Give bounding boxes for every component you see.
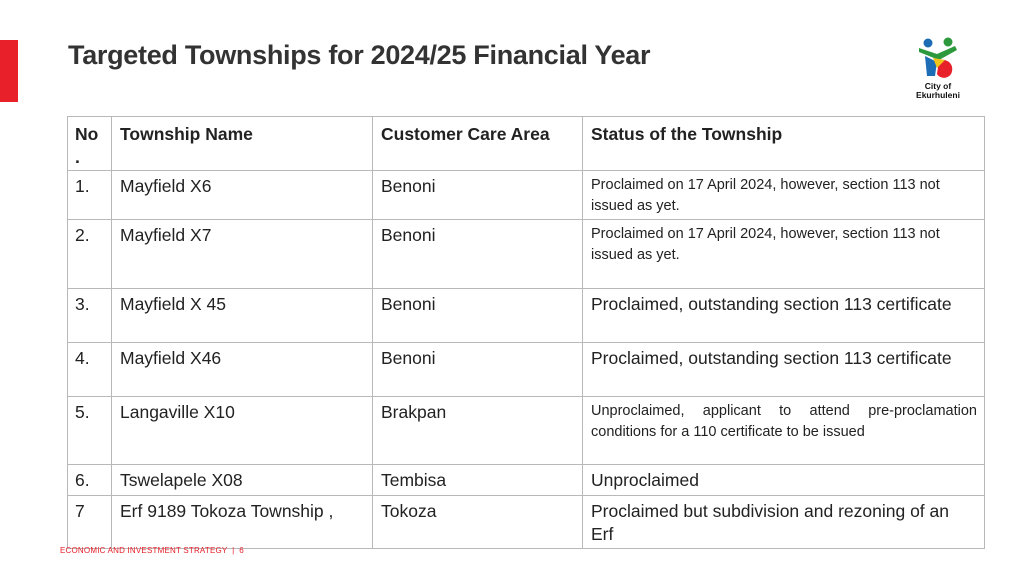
table-row	[68, 397, 985, 465]
cell-status: Unproclaimed, applicant to attend pre-proclamation conditions for a 110 certificate to be issued	[583, 397, 985, 465]
cell-customer-care-area: Benoni	[373, 171, 583, 220]
cell-customer-care-area: Brakpan	[373, 397, 583, 465]
footer-text: ECONOMIC AND INVESTMENT STRATEGY | 6	[60, 546, 244, 555]
city-of-ekurhuleni-logo-icon	[915, 36, 961, 82]
cell-township-name: Mayfield X46	[112, 343, 373, 397]
header-status: Status of the Township	[583, 117, 985, 171]
cell-status: Proclaimed on 17 April 2024, however, section 113 not issued as yet.	[583, 171, 985, 220]
cell-no: 7	[68, 496, 112, 549]
cell-no: 1.	[68, 171, 112, 220]
cell-no: 3.	[68, 289, 112, 343]
logo-line-2: Ekurhuleni	[916, 90, 960, 100]
table-row	[68, 465, 985, 496]
table-row	[68, 171, 985, 220]
cell-status: Unproclaimed	[583, 465, 985, 496]
header-township-name: Township Name	[112, 117, 373, 171]
cell-customer-care-area: Tokoza	[373, 496, 583, 549]
cell-status: Proclaimed but subdivision and rezoning of an Erf	[583, 496, 985, 549]
cell-status: Proclaimed on 17 April 2024, however, section 113 not issued as yet.	[583, 220, 985, 289]
cell-customer-care-area: Benoni	[373, 289, 583, 343]
cell-township-name: Mayfield X6	[112, 171, 373, 220]
cell-customer-care-area: Tembisa	[373, 465, 583, 496]
table-row	[68, 220, 985, 289]
city-logo	[908, 36, 968, 108]
cell-no: 5.	[68, 397, 112, 465]
cell-township-name: Tswelapele X08	[112, 465, 373, 496]
logo-line-1: City of	[924, 81, 952, 91]
cell-no: 4.	[68, 343, 112, 397]
cell-customer-care-area: Benoni	[373, 343, 583, 397]
page-title: Targeted Townships for 2024/25 Financial Year	[68, 40, 651, 70]
cell-township-name: Erf 9189 Tokoza Township ,	[112, 496, 373, 549]
header-no: No .	[68, 117, 112, 171]
cell-no: 2.	[68, 220, 112, 289]
table-row	[68, 289, 985, 343]
header-customer-care-area: Customer Care Area	[373, 117, 583, 171]
cell-township-name: Mayfield X7	[112, 220, 373, 289]
townships-table	[67, 116, 985, 549]
table-row	[68, 343, 985, 397]
accent-bar	[0, 40, 18, 102]
cell-township-name: Mayfield X 45	[112, 289, 373, 343]
cell-status: Proclaimed, outstanding section 113 certificate	[583, 343, 985, 397]
table-row	[68, 496, 985, 549]
cell-no: 6.	[68, 465, 112, 496]
cell-status: Proclaimed, outstanding section 113 certificate	[583, 289, 985, 343]
cell-township-name: Langaville X10	[112, 397, 373, 465]
cell-customer-care-area: Benoni	[373, 220, 583, 289]
table-header-row	[68, 117, 985, 171]
